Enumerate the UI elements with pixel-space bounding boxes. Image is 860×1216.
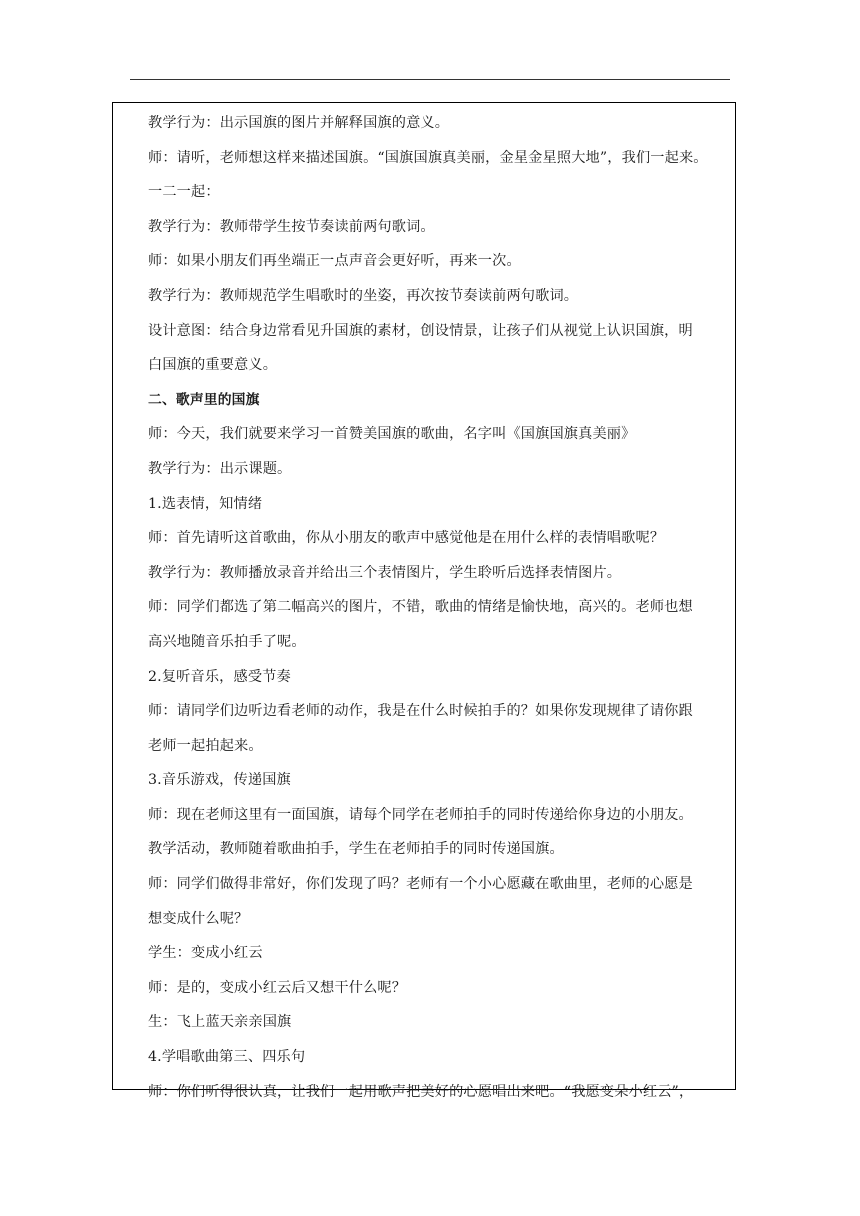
section-heading: 二、歌声里的国旗 [148, 391, 260, 408]
paragraph-line: 师：现在老师这里有一面国旗，请每个同学在老师拍手的同时传递给你身边的小朋友。 [148, 806, 693, 823]
paragraph-line: 师：今天，我们就要来学习一首赞美国旗的歌曲，名字叫《国旗国旗真美丽》 [148, 426, 636, 443]
paragraph-line: 学生：变成小红云 [148, 945, 263, 962]
paragraph-line: 1.选表情，知情绪 [148, 495, 263, 512]
header-rule [130, 79, 730, 80]
paragraph-line: 师：同学们都选了第二幅高兴的图片，不错，歌曲的情绪是愉快地，高兴的。老师也想 [148, 599, 693, 616]
paragraph-line: 教学行为：出示国旗的图片并解释国旗的意义。 [148, 115, 450, 131]
paragraph-line: 师：首先请听这首歌曲，你从小朋友的歌声中感觉他是在用什么样的表情唱歌呢？ [148, 530, 665, 547]
paragraph-line: 师：同学们做得非常好，你们发现了吗？老师有一个小心愿藏在歌曲里，老师的心愿是 [148, 876, 693, 893]
paragraph-line: 老师一起拍起来。 [148, 737, 263, 754]
paragraph-line: 师：是的，变成小红云后又想干什么呢？ [148, 979, 407, 996]
paragraph-line: 白国旗的重要意义。 [148, 357, 278, 374]
lesson-text [148, 106, 734, 1109]
paragraph-line: 高兴地随音乐拍手了呢。 [148, 633, 306, 650]
paragraph-line: 教学行为：教师带学生按节奏读前两句歌词。 [148, 218, 435, 235]
paragraph-line: 4.学唱歌曲第三、四乐句 [148, 1049, 306, 1066]
paragraph-line: 教学行为：出示课题。 [148, 460, 292, 477]
paragraph-line: 师：请同学们边听边看老师的动作，我是在什么时候拍手的？如果你发现规律了请你跟 [148, 703, 693, 720]
paragraph-line: 教学活动，教师随着歌曲拍手，学生在老师拍手的同时传递国旗。 [148, 841, 564, 858]
paragraph-line: 3.音乐游戏，传递国旗 [148, 772, 291, 789]
paragraph-line: 师：请听，老师想这样来描述国旗。“国旗国旗真美丽，金星金星照大地”，我们一起来。 [148, 149, 708, 166]
paragraph-line: 设计意图：结合身边常看见升国旗的素材，创设情景，让孩子们从视觉上认识国旗，明 [148, 322, 693, 339]
paragraph-line: 师：你们听得很认真，让我们一起用歌声把美好的心愿唱出来吧。“我愿变朵小红云”， [148, 1083, 694, 1100]
paragraph-line: 师：如果小朋友们再坐端正一点声音会更好听，再来一次。 [148, 253, 521, 270]
paragraph-line: 生：飞上蓝天亲亲国旗 [148, 1014, 292, 1031]
paragraph-line: 想变成什么呢？ [148, 910, 249, 927]
paragraph-line: 一二一起： [148, 184, 220, 201]
paragraph-line: 教学行为：教师播放录音并给出三个表情图片，学生聆听后选择表情图片。 [148, 564, 622, 581]
paragraph-line: 2.复听音乐，感受节奏 [148, 668, 291, 685]
paragraph-line: 教学行为：教师规范学生唱歌时的坐姿，再次按节奏读前两句歌词。 [148, 287, 579, 304]
